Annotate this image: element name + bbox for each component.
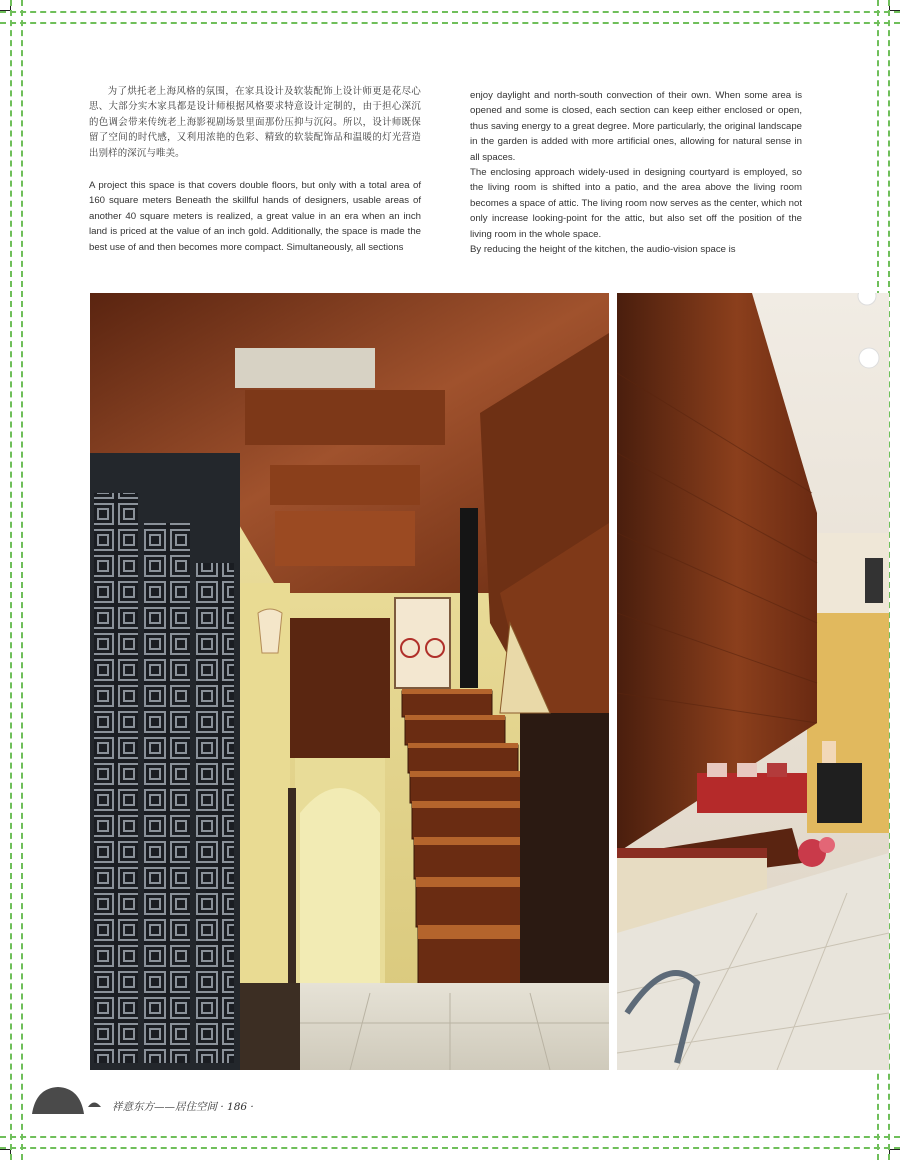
- border-left-inner: [21, 0, 23, 1160]
- page-footer: [30, 1086, 330, 1116]
- living-room-photo: [617, 293, 889, 1070]
- english-paragraph-right-2: The enclosing approach widely-used in designing courtyard is employed, so the living room is shifted into a patio, and the area above the living room becomes a space of attic. The living room now serves as the center, which not only increase looking-point for the attic, but also set off the position of the living room in the whole space.: [470, 167, 802, 240]
- crop-mark: [890, 1149, 900, 1150]
- english-paragraph-right-3: By reducing the height of the kitchen, the audio-vision space is: [470, 244, 736, 256]
- english-paragraph-left: A project this space is that covers double floors, but only with a total area of 160 square meters Beneath the skillful hands of designers, usable areas of another 40 square meters is realized, a great value in an era when an inch land is priced at the value of an inch gold. Additionally, the space is made the best use of and then becomes more compact. Simultaneously, all sections: [89, 180, 421, 253]
- living-room-photo-illustration: [617, 293, 889, 1070]
- left-text-column: [89, 84, 421, 255]
- border-top-inner: [0, 22, 900, 24]
- border-bottom-outer: [0, 1147, 900, 1149]
- chinese-paragraph: 为了烘托老上海风格的氛围，在家具设计及软装配饰上设计师更是花尽心思、大部分实木家具都是设计师根据风格要求特意设计定制的，由于担心深沉的色调会带来传统老上海影视剧场景里面那份压抑与沉闷。所以，设计师既保留了空间的时代感，又利用浓艳的色彩、精致的软装配饰品和温暖的灯光营造出别样的深沉与唯美。: [89, 86, 421, 159]
- right-text-column: [470, 88, 802, 257]
- footer-text: 祥意东方——居住空间 · 186 ·: [112, 1101, 254, 1113]
- crop-mark: [0, 1149, 10, 1150]
- border-bottom: [0, 1136, 900, 1138]
- staircase-photo: [90, 293, 609, 1070]
- english-paragraph-right-1: enjoy daylight and north-south convection of their own. When some area is opened and some is closed, each section can keep either enclosed or open, thus saving energy to a great degree. More particularly, the original landscape in the garden is added with more artificial ones, allowing for natural sense in all spaces.: [470, 90, 802, 163]
- staircase-photo-illustration: [90, 293, 609, 1070]
- border-left: [10, 0, 12, 1160]
- border-top: [0, 11, 900, 13]
- ink-stone-logo: [30, 1086, 110, 1116]
